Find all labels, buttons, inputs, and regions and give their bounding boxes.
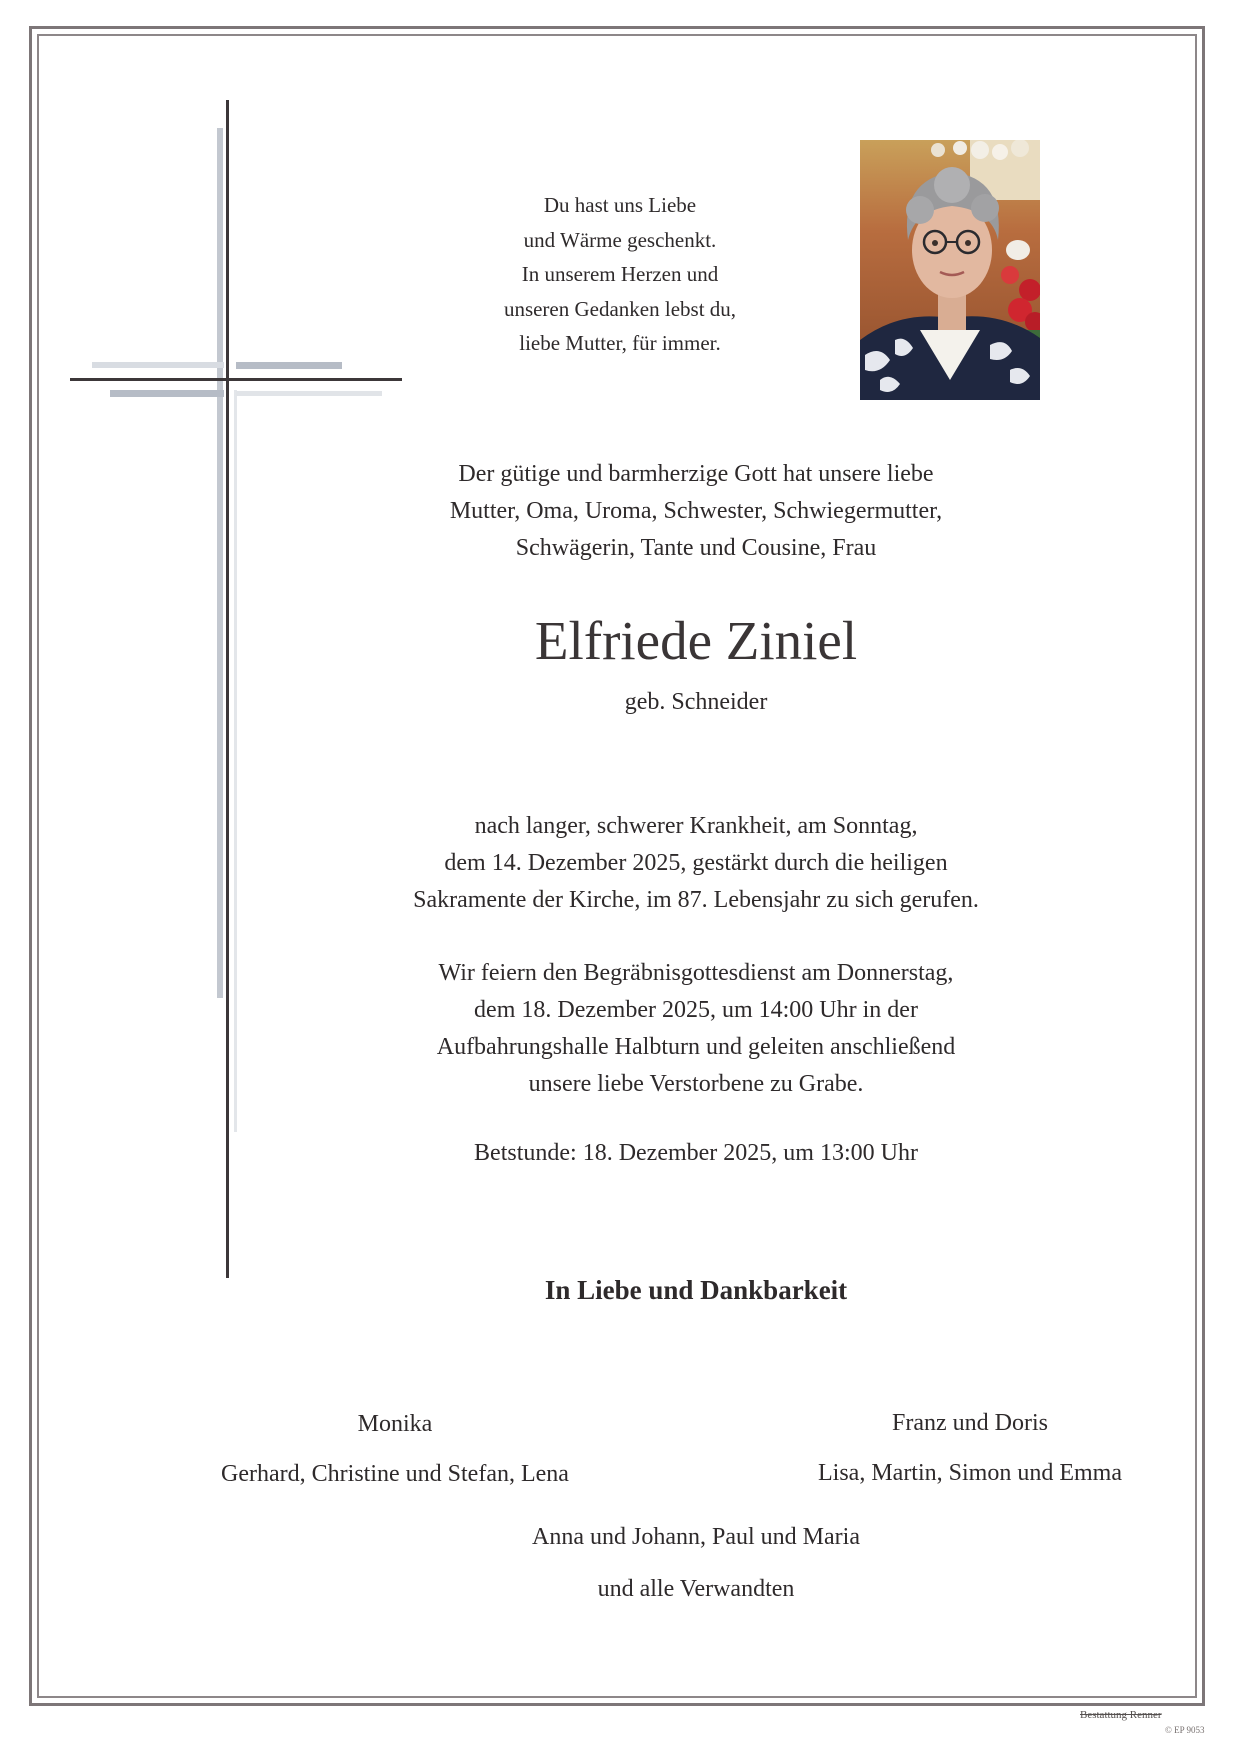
- funeral-notice-line: unsere liebe Verstorbene zu Grabe.: [528, 1071, 864, 1097]
- funeral-notice: [360, 955, 1032, 1103]
- family-member: Monika: [357, 1411, 433, 1437]
- family-center-column: [360, 1511, 1032, 1615]
- cross-vertical-beam: [226, 100, 229, 1278]
- cross-vertical-shadow: [217, 128, 223, 998]
- family-right-column: [725, 1398, 1215, 1498]
- memorial-poem: [460, 188, 780, 361]
- cross-horizontal-beam: [70, 378, 402, 381]
- portrait-photo: [860, 140, 1040, 400]
- prayer-hour: Betstunde: 18. Dezember 2025, um 13:00 Uhr: [474, 1140, 918, 1166]
- funeral-notice-line: Wir feiern den Begräbnisgottesdienst am Donnerstag,: [438, 960, 954, 986]
- document-code: © EP 9053: [1165, 1725, 1205, 1735]
- poem-line: unseren Gedanken lebst du,: [503, 296, 737, 321]
- death-notice-line: nach langer, schwerer Krankheit, am Sonntag,: [474, 813, 918, 839]
- intro-line: Mutter, Oma, Uroma, Schwester, Schwiegermutter,: [449, 498, 943, 524]
- poem-line: In unserem Herzen und: [521, 262, 719, 286]
- family-member: Franz und Doris: [892, 1410, 1048, 1436]
- undertaker-mark: Bestattung Renner: [1080, 1709, 1162, 1721]
- poem-line: und Wärme geschenkt.: [523, 227, 717, 252]
- poem-line: Du hast uns Liebe: [543, 193, 697, 217]
- family-member: Anna und Johann, Paul und Maria: [532, 1524, 860, 1550]
- family-member: Lisa, Martin, Simon und Emma: [818, 1460, 1122, 1486]
- family-member: und alle Verwandten: [597, 1576, 795, 1602]
- closing-phrase: In Liebe und Dankbarkeit: [544, 1275, 848, 1305]
- family-member: Gerhard, Christine und Stefan, Lena: [221, 1461, 569, 1487]
- announcement-intro: [360, 456, 1032, 567]
- funeral-notice-line: dem 18. Dezember 2025, um 14:00 Uhr in der: [474, 997, 918, 1023]
- maiden-name: geb. Schneider: [624, 689, 768, 715]
- intro-line: Der gütige und barmherzige Gott hat unsere liebe: [458, 461, 934, 487]
- intro-line: Schwägerin, Tante und Cousine, Frau: [515, 535, 877, 561]
- cross-horizontal-shadow-upper: [236, 362, 342, 369]
- cross-horizontal-shadow-lower: [110, 390, 224, 397]
- funeral-notice-line: Aufbahrungshalle Halbturn und geleiten anschließend: [436, 1034, 956, 1060]
- death-notice-line: dem 14. Dezember 2025, gestärkt durch die heiligen: [444, 850, 948, 876]
- cross-horizontal-faint-upper: [92, 362, 224, 368]
- family-left-column: [150, 1399, 640, 1499]
- deceased-name: Elfriede Ziniel: [534, 610, 858, 671]
- death-notice-line: Sakramente der Kirche, im 87. Lebensjahr zu sich gerufen.: [413, 887, 979, 913]
- poem-line: liebe Mutter, für immer.: [519, 331, 721, 355]
- death-notice: [360, 808, 1032, 919]
- cross-vertical-faint: [234, 390, 237, 1132]
- cross-horizontal-faint-lower: [236, 391, 382, 396]
